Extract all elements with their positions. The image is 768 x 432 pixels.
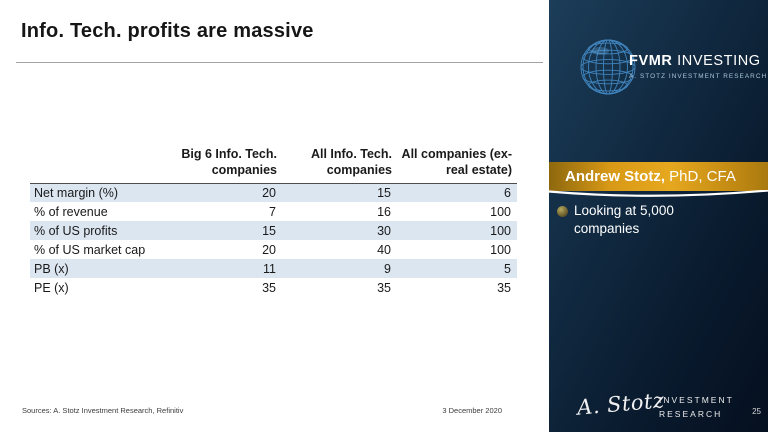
- bullet-text: Looking at 5,000 companies: [574, 203, 674, 237]
- row-label: PE (x): [34, 280, 69, 295]
- bullet-icon: [557, 206, 568, 217]
- row-label: % of revenue: [34, 204, 108, 219]
- cell-value: 100: [490, 242, 511, 257]
- table-row: [30, 202, 517, 221]
- cell-value: 7: [269, 204, 276, 219]
- row-label: Net margin (%): [34, 185, 119, 200]
- brand-subtitle: A. STOTZ INVESTMENT RESEARCH: [629, 73, 768, 80]
- col-header-all-companies: All companies (ex-real estate): [401, 147, 512, 178]
- table-row: [30, 183, 517, 202]
- org-line2: RESEARCH: [659, 408, 723, 419]
- author-name: Andrew Stotz,: [565, 168, 665, 185]
- cell-value: 5: [504, 261, 511, 276]
- cell-value: 35: [377, 280, 391, 295]
- row-label: % of US profits: [34, 223, 118, 238]
- cell-value: 30: [377, 223, 391, 238]
- footer-logo: [549, 390, 768, 426]
- cell-value: 20: [262, 185, 276, 200]
- table-corner-cell: [30, 146, 155, 183]
- signature-logo: A. Stotz: [576, 388, 666, 420]
- cell-value: 15: [377, 185, 391, 200]
- sidebar: [549, 0, 768, 432]
- sources-note: Sources: A. Stotz Investment Research, Refinitiv: [22, 406, 184, 415]
- table-row: [30, 278, 517, 297]
- cell-value: 15: [262, 223, 276, 238]
- table-header-row: [30, 146, 517, 183]
- cell-value: 35: [497, 280, 511, 295]
- cell-value: 40: [377, 242, 391, 257]
- row-label: % of US market cap: [34, 242, 146, 257]
- cell-value: 100: [490, 204, 511, 219]
- bullet-item: [557, 202, 727, 238]
- slide-title: Info. Tech. profits are massive: [21, 20, 314, 42]
- org-name: [659, 394, 734, 421]
- table-row: [30, 221, 517, 240]
- author-banner: [549, 162, 768, 191]
- banner-swoosh: [549, 190, 768, 201]
- title-divider: [16, 62, 543, 63]
- metrics-table: [30, 146, 517, 297]
- cell-value: 20: [262, 242, 276, 257]
- brand-name: [629, 53, 767, 69]
- slide-date: 3 December 2020: [442, 406, 502, 415]
- brand-word: INVESTING: [672, 53, 761, 69]
- org-line1: INVESTMENT: [659, 395, 734, 405]
- cell-value: 100: [490, 223, 511, 238]
- table-row: [30, 259, 517, 278]
- cell-value: 9: [384, 261, 391, 276]
- col-header-big6: Big 6 Info. Tech. companies: [181, 147, 277, 178]
- row-label: PB (x): [34, 261, 69, 276]
- author-credentials: PhD, CFA: [665, 168, 736, 185]
- page-number: 25: [752, 407, 761, 416]
- cell-value: 16: [377, 204, 391, 219]
- cell-value: 6: [504, 185, 511, 200]
- cell-value: 35: [262, 280, 276, 295]
- cell-value: 11: [263, 261, 276, 276]
- table-row: [30, 240, 517, 259]
- col-header-all-infotech: All Info. Tech. companies: [310, 147, 392, 178]
- brand-block: [629, 53, 767, 80]
- brand-abbr: FVMR: [629, 53, 673, 69]
